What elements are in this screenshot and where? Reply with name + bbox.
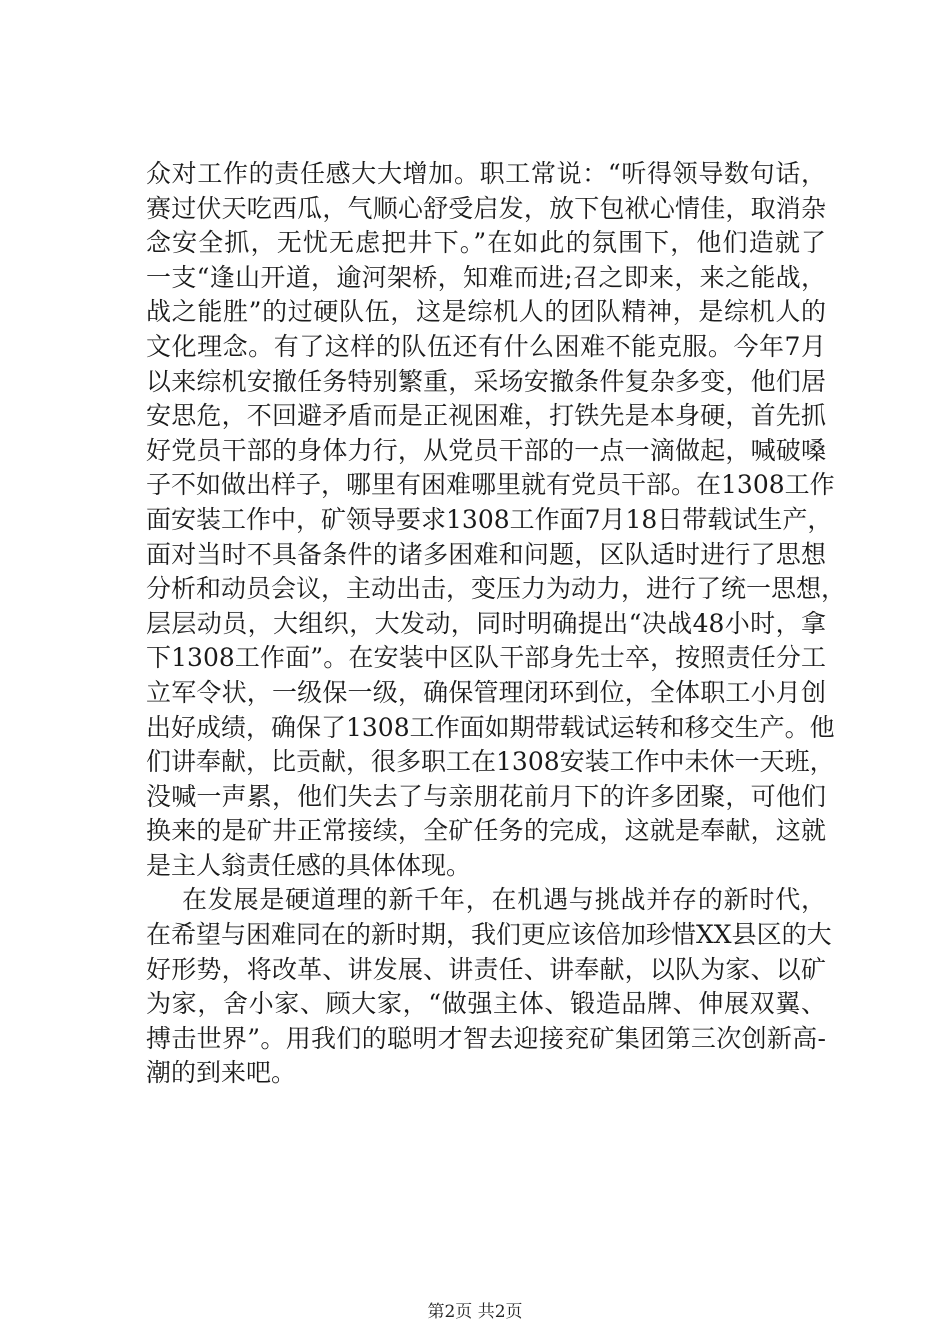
text-line: 念安全抓，无忧无虑把井下。”在如此的氛围下，他们造就了 [146, 228, 826, 258]
paragraph-2 [146, 883, 832, 1091]
text-line: 众对工作的责任感大大增加。职工常说：“听得领导数句话， [146, 159, 826, 188]
text-line: 文化理念。有了这样的队伍还有什么困难不能克服。今年7月 [146, 331, 826, 361]
text-line: 分析和动员会议，主动出击，变压力为动力，进行了统一思想， [146, 574, 847, 604]
text-line: 搏击世界”。用我们的聪明才智去迎接兖矿集团第三次创新高- [146, 1023, 826, 1053]
text-line: 们讲奉献，比贡献，很多职工在1308安装工作中未休一天班， [146, 747, 835, 777]
text-line: 潮的到来吧。 [146, 1058, 297, 1088]
page-number-footer: 第2页 共2页 [427, 1302, 523, 1322]
text-line: 面对当时不具备条件的诸多困难和问题，区队适时进行了思想 [146, 539, 826, 569]
text-line: 在发展是硬道理的新千年，在机遇与挑战并存的新时代， [182, 885, 826, 915]
text-line: 安思危，不回避矛盾而是正视困难，打铁先是本身硬，首先抓 [146, 401, 826, 431]
text-line: 子不如做出样子，哪里有困难哪里就有党员干部。在1308工作 [146, 470, 835, 500]
text-line: 没喊一声累，他们失去了与亲朋花前月下的许多团聚，可他们 [146, 781, 826, 811]
text-line: 好党员干部的身体力行，从党员干部的一点一滴做起，喊破嗓 [146, 435, 826, 465]
text-line: 层层动员，大组织，大发动，同时明确提出“决战48小时，拿 [146, 608, 826, 638]
text-line: 出好成绩，确保了1308工作面如期带载试运转和移交生产。他 [146, 712, 835, 742]
text-line: 好形势，将改革、讲发展、讲责任、讲奉献，以队为家、以矿 [146, 954, 826, 984]
text-line: 以来综机安撤任务特别繁重，采场安撤条件复杂多变，他们居 [146, 366, 826, 396]
text-line: 在希望与困难同在的新时期，我们更应该倍加珍惜XX县区的大 [146, 920, 832, 950]
text-line: 一支“逢山开道，逾河架桥，知难而进;召之即来，来之能战， [146, 262, 826, 292]
text-line: 是主人翁责任感的具体体现。 [146, 850, 472, 880]
body-text [146, 157, 847, 1091]
text-line: 面安装工作中，矿领导要求1308工作面7月18日带载试生产， [146, 504, 833, 534]
paragraph-1 [146, 157, 847, 883]
text-line: 换来的是矿井正常接续，全矿任务的完成，这就是奉献，这就 [146, 816, 826, 846]
text-line: 战之能胜”的过硬队伍，这是综机人的团队精神，是综机人的 [146, 297, 826, 327]
text-line: 赛过伏天吃西瓜，气顺心舒受启发，放下包袱心情佳，取消杂 [146, 193, 826, 223]
text-line: 下1308工作面”。在安装中区队干部身先士卒，按照责任分工 [146, 643, 826, 673]
text-line: 立军令状，一级保一级，确保管理闭环到位，全体职工小月创 [146, 677, 826, 707]
text-line: 为家，舍小家、顾大家，“做强主体、锻造品牌、伸展双翼、 [146, 989, 826, 1019]
